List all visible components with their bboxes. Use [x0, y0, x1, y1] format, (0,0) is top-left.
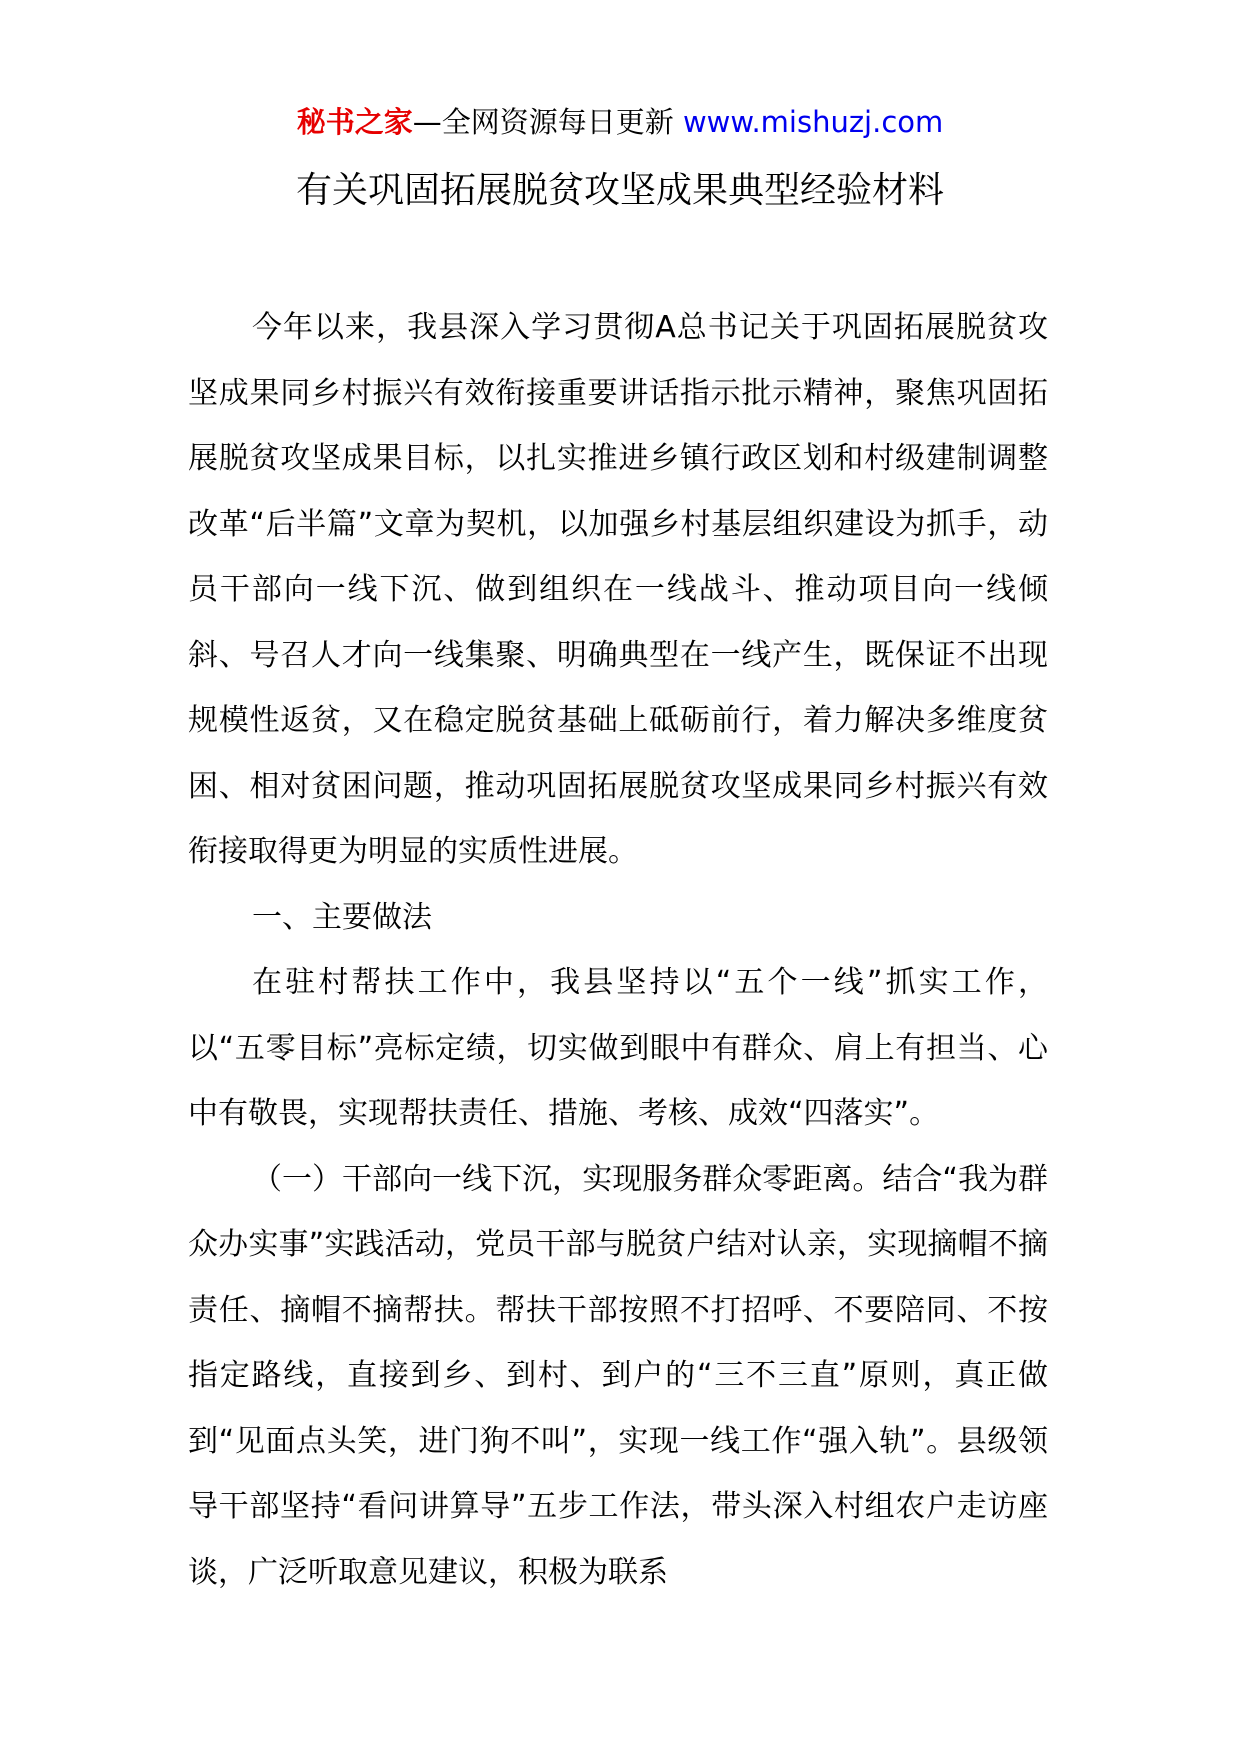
paragraph-subsection-1: （一）干部向一线下沉，实现服务群众零距离。结合“我为群众办实事”实践活动，党员干部与脱贫户结对认亲，实现摘帽不摘责任、摘帽不摘帮扶。帮扶干部按照不打招呼、不要陪同、不按指定路线，直接到乡、到村、到户的“三不三直”原则，真正做到“见面点头笑，进门狗不叫”，实现一线工作“强入轨”。县级领导干部坚持“看问讲算导”五步工作法，带头深入村组农户走访座谈，广泛听取意见建议，积极为联系 [188, 1161, 1048, 1590]
paragraph-intro: 今年以来，我县深入学习贯彻A总书记关于巩固拓展脱贫攻坚成果同乡村振兴有效衔接重要讲话指示批示精神，聚焦巩固拓展脱贫攻坚成果目标，以扎实推进乡镇行政区划和村级建制调整改革“后半篇”文章为契机，以加强乡村基层组织建设为抓手，动员干部向一线下沉、做到组织在一线战斗、推动项目向一线倾斜、号召人才向一线集聚、明确典型在一线产生，既保证不出现规模性返贫，又在稳定脱贫基础上砥砺前行，着力解决多维度贫困、相对贫困问题，推动巩固拓展脱贫攻坚成果同乡村振兴有效衔接取得更为明显的实质性进展。 [188, 310, 1048, 869]
site-brand: 秘书之家 [296, 105, 413, 139]
section-heading: 一、主要做法 [252, 899, 432, 935]
site-header [0, 102, 1240, 142]
document-body [188, 295, 1048, 1605]
site-tagline: —全网资源每日更新 [412, 105, 683, 139]
site-url-link[interactable]: www.mishuzj.com [682, 105, 944, 139]
document-title: 有关巩固拓展脱贫攻坚成果典型经验材料 [295, 170, 944, 211]
paragraph-overview: 在驻村帮扶工作中，我县坚持以“五个一线”抓实工作，以“五零目标”亮标定绩，切实做到眼中有群众、肩上有担当、心中有敬畏，实现帮扶责任、措施、考核、成效“四落实”。 [188, 965, 1048, 1131]
